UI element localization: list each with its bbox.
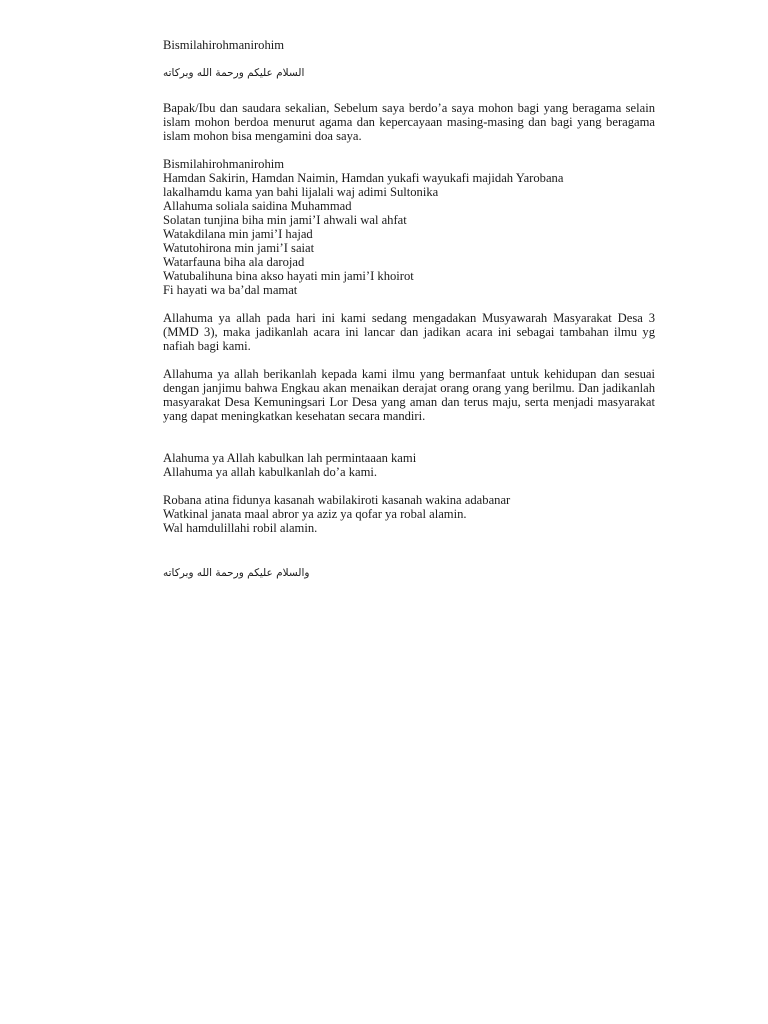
request-line: Alahuma ya Allah kabulkan lah permintaaan kami [163, 451, 417, 465]
prayer-line: Solatan tunjina biha min jami’I ahwali wal ahfat [163, 213, 407, 227]
prayer-line: Bismilahirohmanirohim [163, 157, 285, 171]
musyawarah-paragraph: Allahuma ya allah pada hari ini kami sedang mengadakan Musyawarah Masyarakat Desa 3 (MMD 3), maka jadikanlah acara ini lancar dan jadikan acara ini sebagai tambahan ilmu yg nafiah bagi kami. [163, 311, 655, 353]
prayer-line: Hamdan Sakirin, Hamdan Naimin, Hamdan yukafi wayukafi majidah Yarobana [163, 171, 564, 185]
prayer-line: Watarfauna biha ala darojad [163, 255, 305, 269]
ilmu-paragraph: Allahuma ya allah berikanlah kepada kami ilmu yang bermanfaat untuk kehidupan dan sesuai dengan janjimu bahwa Engkau akan menaikan derajat orang orang yang berilmu. Dan jadikanlah masyarakat Desa Kemuningsari Lor Desa yang aman dan terus maju, serta menjadi masyarakat yang dapat meningkatkan kesehatan secara mandiri. [163, 367, 655, 423]
arabic-closing: والسلام عليكم ورحمة الله وبركاته [163, 567, 310, 579]
prayer-line: lakalhamdu kama yan bahi lijalali waj adimi Sultonika [163, 185, 439, 199]
arabic-greeting-wrap [163, 65, 655, 79]
prayer-line: Fi hayati wa ba’dal mamat [163, 283, 298, 297]
prayer-lines [163, 157, 563, 297]
closing-line: Wal hamdulillahi robil alamin. [163, 521, 318, 535]
prayer-line: Allahuma soliala saidina Muhammad [163, 199, 352, 213]
closing-lines [163, 493, 510, 535]
arabic-closing-wrap [163, 565, 655, 579]
prayer-line: Watubalihuna bina akso hayati min jami’I khoirot [163, 269, 414, 283]
request-line: Allahuma ya allah kabulkanlah do’a kami. [163, 465, 378, 479]
closing-line: Watkinal janata maal abror ya aziz ya qofar ya robal alamin. [163, 507, 467, 521]
prayer-line: Watakdilana min jami’I hajad [163, 227, 313, 241]
prayer-line: Watutohirona min jami’I saiat [163, 241, 315, 255]
closing-line: Robana atina fidunya kasanah wabilakiroti kasanah wakina adabanar [163, 493, 511, 507]
arabic-greeting: السلام عليكم ورحمة الله وبركاته [163, 67, 305, 79]
intro-paragraph: Bapak/Ibu dan saudara sekalian, Sebelum saya berdo’a saya mohon bagi yang beragama selain islam mohon berdoa menurut agama dan kepercayaan masing-masing dan bagi yang beragama islam mohon bisa mengamini doa saya. [163, 101, 655, 143]
document-title: Bismilahirohmanirohim [163, 38, 285, 52]
request-lines [163, 451, 416, 479]
